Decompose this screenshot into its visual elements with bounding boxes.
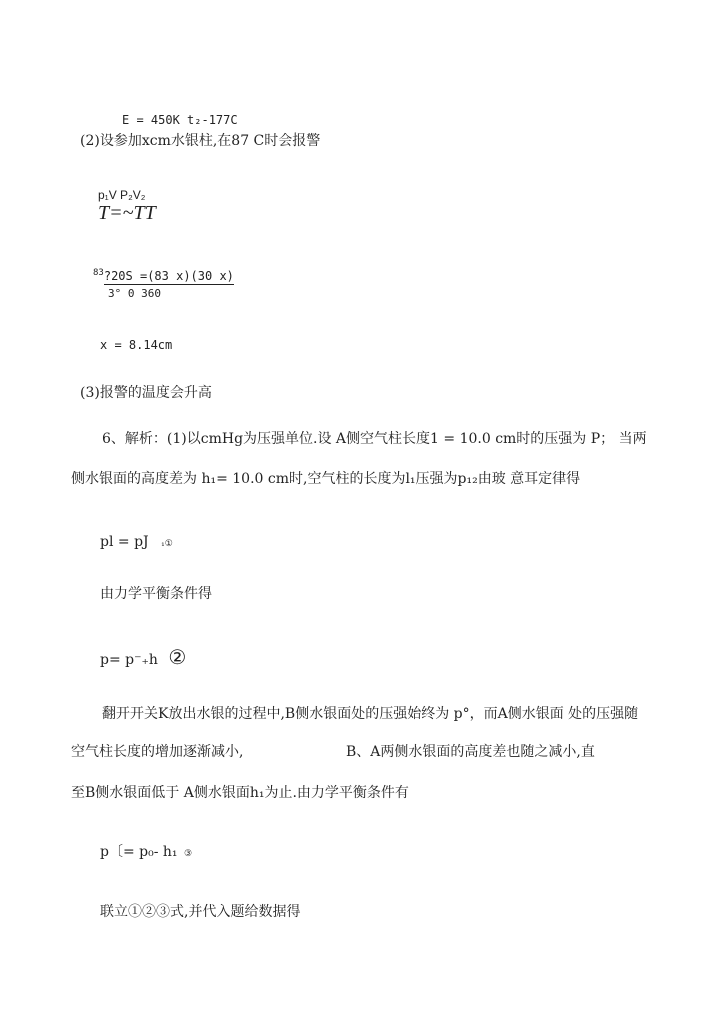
section-3-heading: (3)报警的温度会升高	[80, 385, 212, 401]
paragraph-open-valve-line-1: 翻开开关K放出水银的过程中,B侧水银面处的压强始终为 p°，而A侧水银面 处的压强随	[102, 706, 639, 722]
formula-1	[100, 533, 173, 553]
balance-condition-1: 由力学平衡条件得	[100, 586, 212, 602]
equation-line-6: 3° 0 360	[108, 287, 161, 300]
section-2-text: (2)设参加xcm水银柱,在87 C时会报警	[80, 133, 321, 149]
paragraph-open-valve-line-3: 至B侧水银面低于 A侧水银面h₁为止.由力学平衡条件有	[71, 785, 409, 801]
equation-line-1: E = 450K t₂-177C	[122, 113, 238, 127]
equation-line-5	[93, 264, 234, 285]
combine-equations-line: 联立①②③式,并代入题给数据得	[100, 904, 301, 920]
formula-3-number: ③	[183, 849, 193, 859]
formula-3	[100, 843, 192, 863]
equation-result-x: x = 8.14cm	[100, 338, 173, 352]
formula-2-text: p= p⁻₊h	[100, 652, 158, 668]
formula-1-number: ₁①	[161, 539, 173, 549]
equation-numerator: ?20S =(83 x)(30 x)	[103, 269, 234, 283]
equation-line-4: T=~TT	[98, 202, 156, 224]
paragraph-6-line-2: 侧水银面的高度差为 h₁= 10.0 cm时,空气柱的长度为l₁压强为p₁₂由玻 意耳定律得	[71, 471, 581, 487]
section-2-heading	[80, 132, 320, 150]
paragraph-6-line-1: 6、解析：(1)以cmHg为压强单位.设 A侧空气柱长度1 = 10.0 cm时的压强为 P； 当两	[102, 431, 647, 447]
formula-1-text: pl = pJ	[100, 534, 149, 550]
paragraph-open-valve-line-2b: B、A两侧水银面的高度差也随之减小,直	[346, 744, 595, 760]
equation-superscript: 83	[93, 268, 104, 278]
paragraph-open-valve-line-2a: 空气柱长度的增加逐渐减小,	[71, 744, 244, 760]
formula-3-text: p〔= p₀- h₁	[100, 844, 178, 860]
equation-line-3: p₁V P₂V₂	[98, 188, 146, 202]
formula-2-number: ②	[168, 645, 187, 669]
formula-2	[100, 645, 187, 669]
